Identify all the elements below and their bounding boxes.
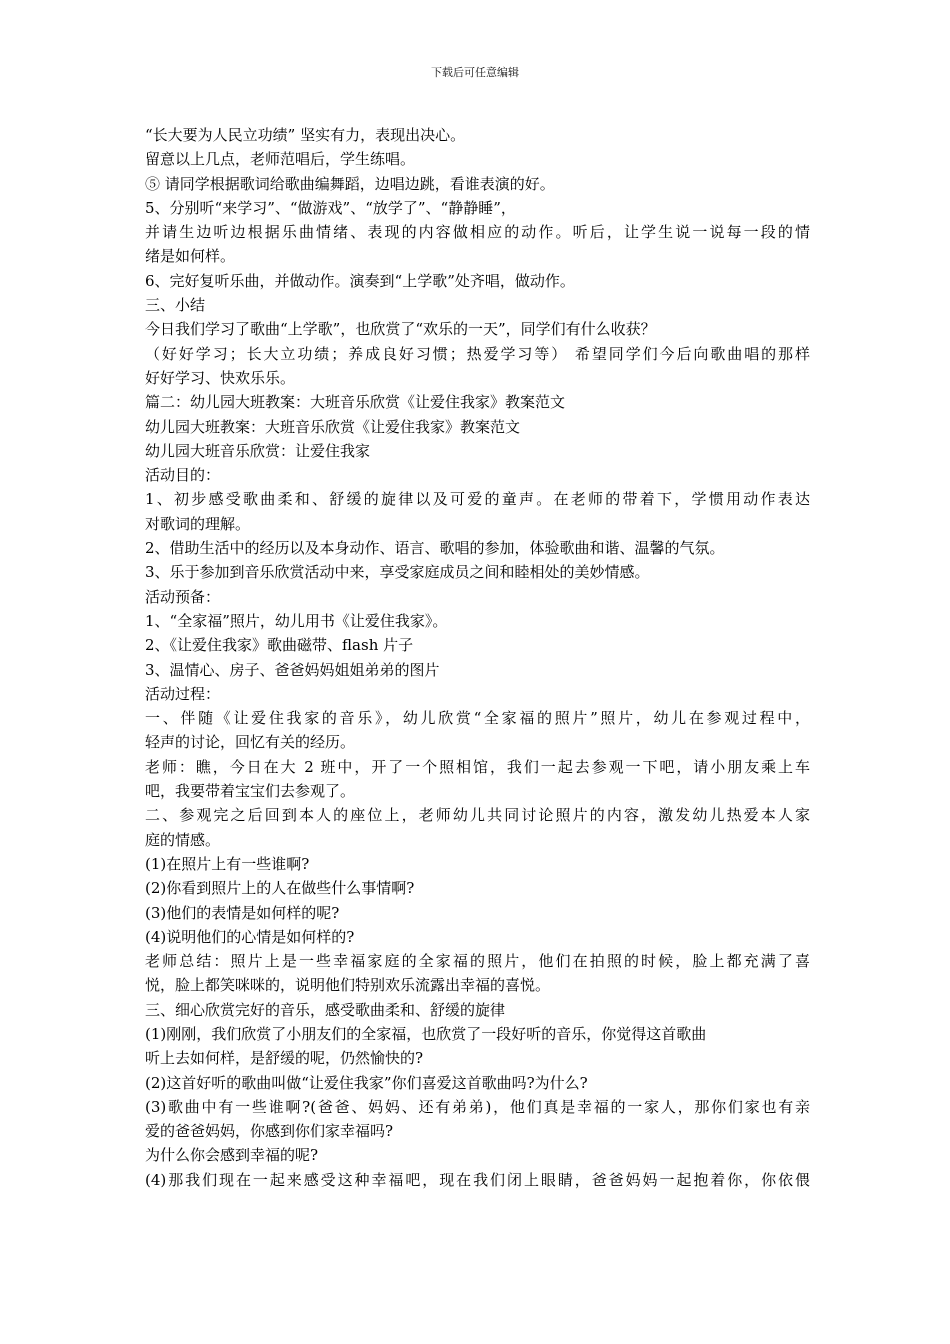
text-line: (2)你看到照片上的人在做些什么事情啊? — [145, 879, 415, 898]
text-line: 庭的情感。 — [145, 830, 221, 849]
text-line: 对歌词的理解。 — [145, 514, 251, 533]
text-line: 1、“全家福”照片，幼儿用书《让爱住我家》。 — [145, 611, 448, 630]
text-line: 2、《让爱住我家》歌曲磁带、flash 片子 — [145, 636, 414, 655]
text-line: 活动预备： — [145, 587, 221, 606]
text-line: (4)说明他们的心情是如何样的? — [145, 927, 355, 946]
text-line: 吧，我要带着宝宝们去参观了。 — [145, 782, 356, 801]
text-line: 幼儿园大班音乐欣赏：让爱住我家 — [145, 441, 371, 460]
text-line: ⑤ 请同学根据歌词给歌曲编舞蹈，边唱边跳，看谁表演的好。 — [145, 174, 555, 193]
text-line: 二、参观完之后回到本人的座位上，老师幼儿共同讨论照片的内容，激发幼儿热爱本人家 — [145, 806, 810, 825]
text-line: 幼儿园大班教案：大班音乐欣赏《让爱住我家》教案范文 — [145, 417, 521, 436]
text-line: 留意以上几点，老师范唱后，学生练唱。 — [145, 150, 416, 169]
text-line: 6、完好复听乐曲，并做动作。演奏到“上学歌”处齐唱，做动作。 — [145, 271, 575, 290]
text-line: 活动过程： — [145, 684, 221, 703]
text-line: (1)刚刚，我们欣赏了小朋友们的全家福，也欣赏了一段好听的音乐，你觉得这首歌曲 — [145, 1024, 707, 1043]
text-line: 三、小结 — [145, 296, 206, 315]
text-line: 2、借助生活中的经历以及本身动作、语言、歌唱的参加，体验歌曲和谐、温馨的气氛。 — [145, 539, 725, 558]
text-line: 1、初步感受歌曲柔和、舒缓的旋律以及可爱的童声。在老师的带着下，学惯用动作表达 — [145, 490, 810, 509]
text-line: 三、细心欣赏完好的音乐，感受歌曲柔和、舒缓的旋律 — [145, 1000, 506, 1019]
text-line: (2)这首好听的歌曲叫做“让爱住我家”你们喜爱这首歌曲吗?为什么? — [145, 1073, 588, 1092]
text-line: 爱的爸爸妈妈，你感到你们家幸福吗? — [145, 1122, 394, 1141]
text-line: 并请生边听边根据乐曲情绪、表现的内容做相应的动作。听后，让学生说一说每一段的情 — [145, 223, 810, 242]
text-line: 轻声的讨论，回忆有关的经历。 — [145, 733, 356, 752]
text-line: 今日我们学习了歌曲“上学歌”，也欣赏了“欢乐的一天”，同学们有什么收获？ — [145, 320, 656, 339]
text-line: (3)歌曲中有一些谁啊?(爸爸、妈妈、还有弟弟)，他们真是幸福的一家人，那你们家也有亲 — [145, 1097, 810, 1116]
text-line: （好好学习；长大立功绩；养成良好习惯；热爱学习等） 希望同学们今后向歌曲唱的那样 — [145, 344, 810, 363]
text-line: 绪是如何样。 — [145, 247, 236, 266]
text-line: 为什么你会感到幸福的呢? — [145, 1146, 319, 1165]
page-header: 下载后可任意编辑 — [431, 66, 519, 79]
text-line: 好好学习、快欢乐乐。 — [145, 368, 296, 387]
text-line: 一、伴随《让爱住我家的音乐》，幼儿欣赏“全家福的照片”照片，幼儿在参观过程中， — [145, 709, 810, 728]
document-body — [145, 123, 810, 1192]
text-line: 悦，脸上都笑咪咪的，说明他们特别欢乐流露出幸福的喜悦。 — [145, 976, 551, 995]
text-line: (3)他们的表情是如何样的呢? — [145, 903, 340, 922]
text-line: 篇二：幼儿园大班教案：大班音乐欣赏《让爱住我家》教案范文 — [145, 393, 566, 412]
text-line: 3、温情心、房子、爸爸妈妈姐姐弟弟的图片 — [145, 660, 440, 679]
text-line: 5、分别听“来学习”、“做游戏”、“放学了”、“静静睡”， — [145, 198, 516, 217]
text-line: (1)在照片上有一些谁啊? — [145, 854, 310, 873]
text-line: “长大要为人民立功绩” 坚实有力，表现出决心。 — [145, 126, 466, 144]
text-line: 活动目的： — [145, 466, 221, 485]
text-line: 老师总结：照片上是一些幸福家庭的全家福的照片，他们在拍照的时候，脸上都充满了喜 — [145, 952, 810, 971]
text-line: 听上去如何样，是舒缓的呢，仍然愉快的? — [145, 1049, 424, 1068]
text-line: 3、乐于参加到音乐欣赏活动中来，享受家庭成员之间和睦相处的美妙情感。 — [145, 563, 650, 582]
text-line: (4)那我们现在一起来感受这种幸福吧，现在我们闭上眼睛，爸爸妈妈一起抱着你，你依偎 — [145, 1170, 810, 1189]
text-line: 老师：瞧，今日在大 2 班中，开了一个照相馆，我们一起去参观一下吧，请小朋友乘上车 — [145, 757, 810, 776]
